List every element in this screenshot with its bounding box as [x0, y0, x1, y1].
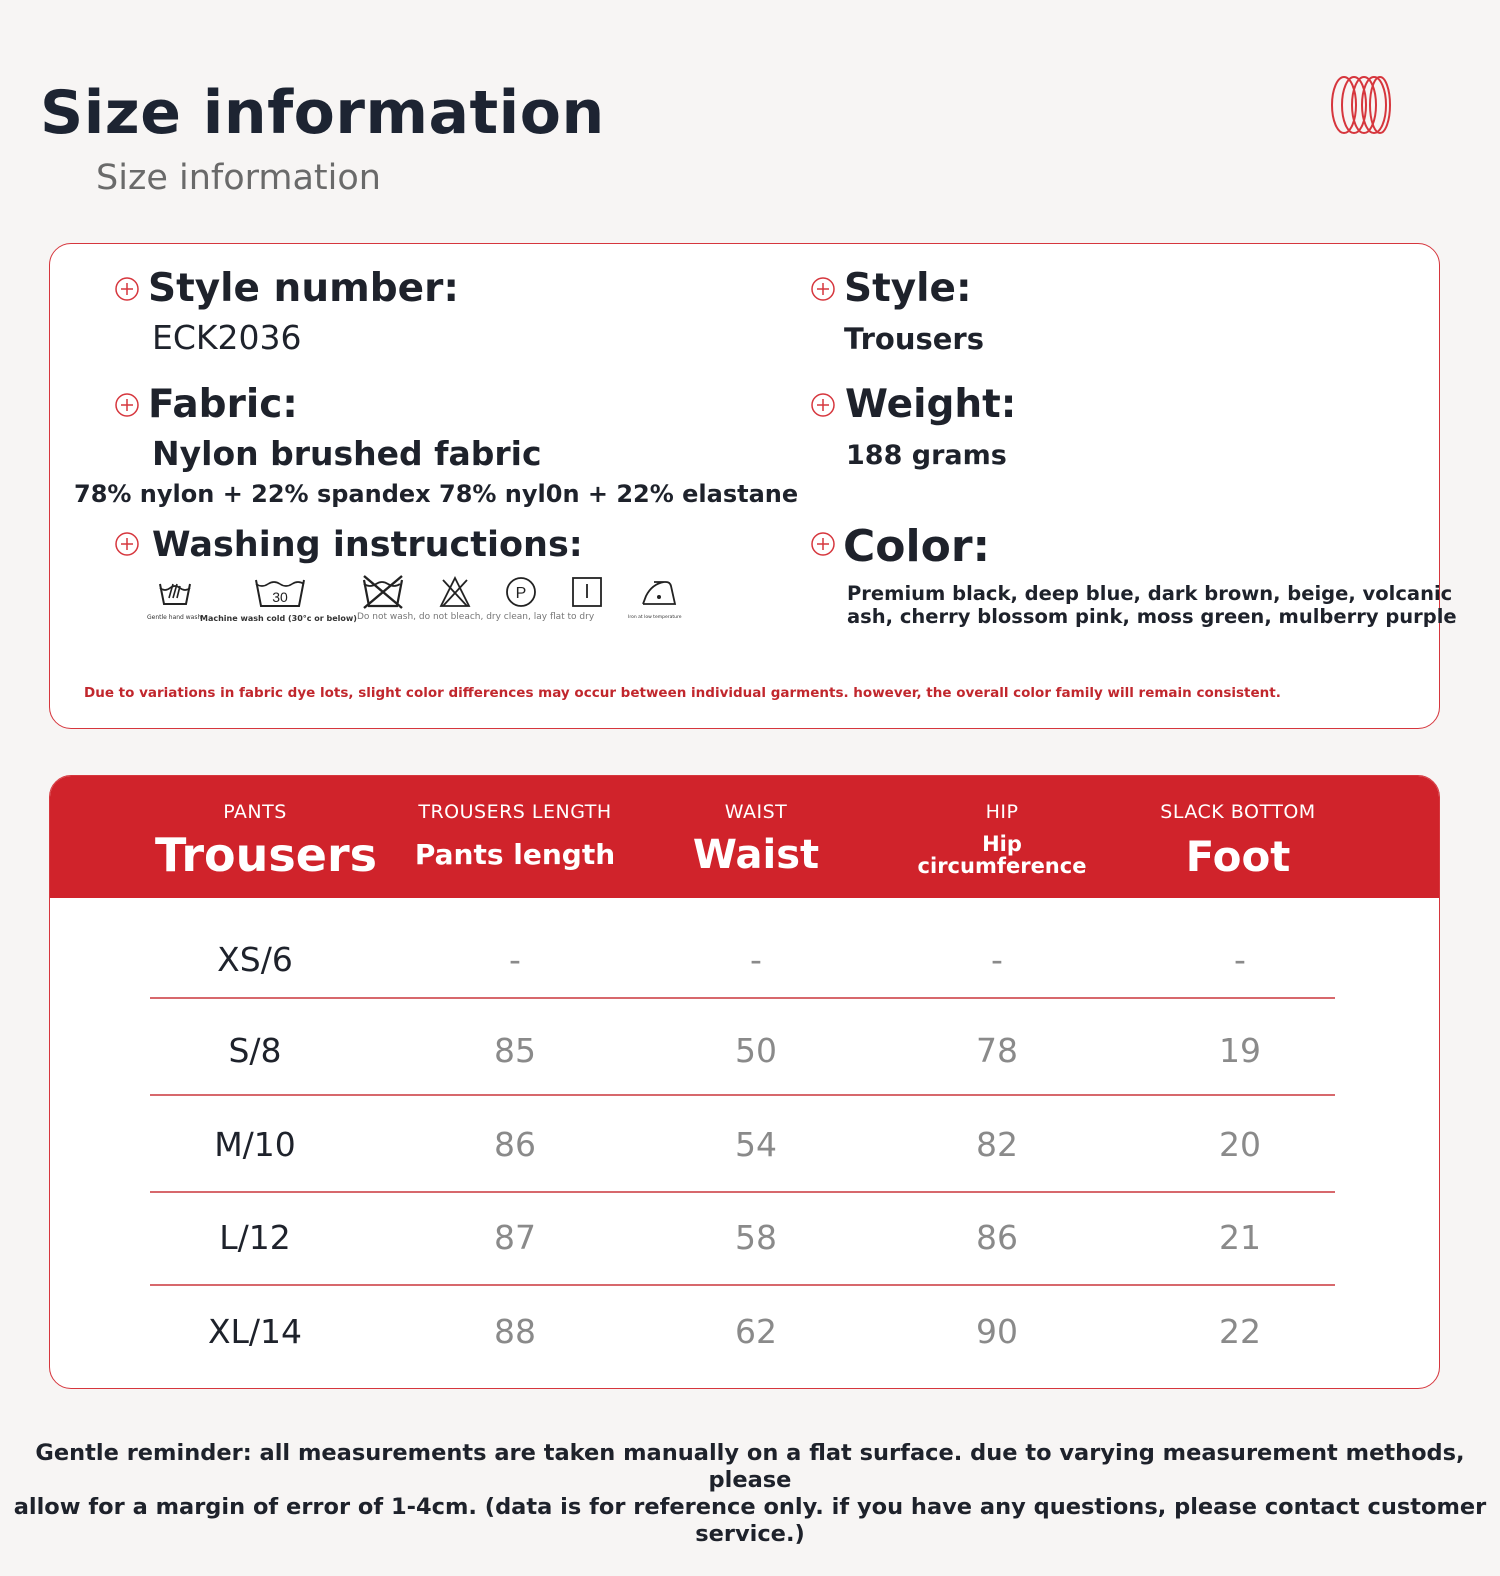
size-cell: L/12: [219, 1218, 291, 1257]
size-cell: M/10: [214, 1125, 296, 1164]
plus-circle-icon: [811, 277, 835, 301]
length-cell: 86: [494, 1125, 536, 1164]
style-value: Trousers: [844, 322, 984, 356]
waist-cell: 62: [735, 1312, 777, 1351]
dye-lot-note: Due to variations in fabric dye lots, slight color differences may occur between individual garments. however, the overall color family will remain consistent.: [84, 685, 1281, 701]
table-row: [150, 1191, 1335, 1285]
size-cell: XL/14: [207, 1312, 303, 1351]
color-value-line1: Premium black, deep blue, dark brown, beige, volcanic: [847, 582, 1453, 605]
do-not-caption: Do not wash, do not bleach, dry clean, lay flat to dry: [357, 612, 595, 622]
column-header-waist: [656, 776, 856, 898]
column-caption: PANTS: [223, 801, 287, 823]
length-cell: -: [509, 940, 521, 979]
foot-cell: 22: [1219, 1312, 1261, 1351]
style-label: Style:: [844, 266, 972, 311]
iron-caption: Iron at low temperature: [628, 615, 682, 620]
do-not-wash-icon: [360, 574, 406, 610]
hand-wash-icon: [155, 574, 195, 610]
hip-cell: 86: [976, 1218, 1018, 1257]
hip-cell: 78: [976, 1031, 1018, 1070]
washing-label: Washing instructions:: [152, 525, 583, 565]
measurement-reminder: [0, 1440, 1500, 1548]
hip-cell: 90: [976, 1312, 1018, 1351]
hand-wash-caption: Gentle hand wash: [147, 614, 202, 621]
do-not-bleach-icon: [438, 574, 472, 610]
fabric-composition: 78% nylon + 22% spandex 78% nyl0n + 22% elastane: [74, 480, 799, 508]
size-cell: XS/6: [217, 940, 293, 979]
style-number-label: Style number:: [148, 266, 459, 311]
foot-cell: 20: [1219, 1125, 1261, 1164]
foot-cell: 19: [1219, 1031, 1261, 1070]
size-table-header: [50, 776, 1439, 898]
weight-value: 188 grams: [846, 440, 1007, 471]
foot-cell: 21: [1219, 1218, 1261, 1257]
column-title: Foot: [1185, 832, 1291, 881]
plus-circle-icon: [115, 393, 139, 417]
foot-cell: -: [1234, 940, 1246, 979]
plus-circle-icon: [811, 393, 835, 417]
reminder-line2: allow for a margin of error of 1-4cm. (data is for reference only. if you have any questions, please contact customer service.): [13, 1494, 1487, 1547]
size-cell: S/8: [228, 1031, 282, 1070]
wash-temp-text: 30: [272, 589, 288, 605]
length-cell: 85: [494, 1031, 536, 1070]
machine-wash-30-icon: [253, 574, 307, 610]
plus-circle-icon: [811, 532, 835, 556]
fabric-label: Fabric:: [148, 382, 298, 427]
color-value-line2: ash, cherry blossom pink, moss green, mulberry purple: [847, 605, 1457, 628]
column-header-foot: [1138, 776, 1338, 898]
column-title-line1: Hip: [982, 832, 1022, 856]
column-header-pants-length: [395, 776, 635, 898]
style-number-value: ECK2036: [152, 318, 302, 357]
column-title: Trousers: [155, 828, 378, 882]
waist-cell: 58: [735, 1218, 777, 1257]
hip-cell: -: [991, 940, 1003, 979]
column-title: Waist: [692, 832, 820, 878]
column-caption: HIP: [985, 801, 1019, 823]
column-caption: TROUSERS LENGTH: [418, 801, 612, 823]
column-caption: SLACK BOTTOM: [1160, 801, 1316, 823]
machine-wash-caption: Machine wash cold (30°c or below): [200, 614, 357, 623]
color-label: Color:: [843, 521, 991, 572]
table-row: [150, 1285, 1335, 1379]
waist-cell: 50: [735, 1031, 777, 1070]
size-table: [49, 775, 1440, 1389]
weight-label: Weight:: [845, 382, 1017, 427]
table-row: [150, 1004, 1335, 1098]
table-row: [150, 1098, 1335, 1192]
page-title: Size information: [40, 78, 605, 148]
column-caption: WAIST: [724, 801, 788, 823]
column-header-trousers: [155, 776, 378, 898]
fabric-value: Nylon brushed fabric: [152, 434, 542, 473]
row-divider: [150, 997, 1335, 999]
svg-text:P: P: [515, 585, 527, 602]
plus-circle-icon: [115, 532, 139, 556]
waist-cell: 54: [735, 1125, 777, 1164]
waist-cell: -: [750, 940, 762, 979]
page-subtitle: Size information: [96, 158, 381, 198]
iron-low-temp-icon: [640, 574, 680, 610]
plus-circle-icon: [115, 277, 139, 301]
brand-logo-icon: [1330, 74, 1392, 136]
table-row: [150, 913, 1335, 1007]
hip-cell: 82: [976, 1125, 1018, 1164]
dry-clean-icon: [504, 574, 538, 610]
length-cell: 88: [494, 1312, 536, 1351]
lay-flat-dry-icon: [570, 574, 604, 610]
reminder-line1: Gentle reminder: all measurements are taken manually on a flat surface. due to varying measurement methods, please: [35, 1440, 1465, 1493]
column-title: Pants length: [414, 838, 616, 871]
row-divider: [150, 1094, 1335, 1096]
column-header-hip: [902, 776, 1102, 898]
length-cell: 87: [494, 1218, 536, 1257]
column-title-line2: circumference: [917, 854, 1087, 878]
